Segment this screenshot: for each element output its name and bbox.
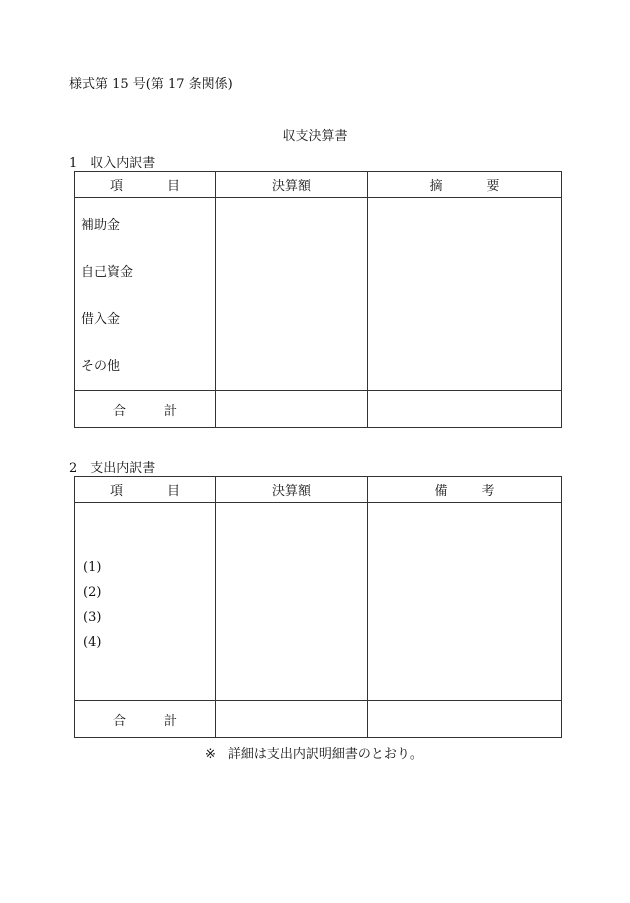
income-total-label-cell [75,391,216,428]
income-item-other: その他 [81,359,121,374]
expense-header-row [75,477,562,503]
income-section-title: 1 収入内訳書 [69,156,156,171]
form-number: 様式第 15 号(第 17 条関係) [69,77,233,92]
income-header-note-left: 摘 [429,179,443,194]
income-header-note [368,172,562,198]
expense-total-label-cell [75,701,216,738]
expense-note-cell[interactable] [368,503,562,701]
expense-header-item-left: 項 [110,484,124,499]
expense-table [74,476,562,738]
expense-header-note [368,477,562,503]
expense-amount-cell[interactable] [216,503,368,701]
income-total-note-cell[interactable] [368,391,562,428]
income-body-row [75,198,562,391]
expense-items-cell[interactable] [75,503,216,701]
expense-total-note-cell[interactable] [368,701,562,738]
footnote [205,743,423,762]
income-header-note-right: 要 [486,179,500,194]
expense-item-1: (1) [83,559,102,575]
income-total-amount-cell[interactable] [216,391,368,428]
expense-header-note-right: 考 [481,484,495,499]
income-total-row [75,391,562,428]
document-title: 収支決算書 [282,129,348,144]
income-header-amount: 決算額 [216,172,368,198]
expense-total-row [75,701,562,738]
expense-total-amount-cell[interactable] [216,701,368,738]
income-header-item-left: 項 [110,179,124,194]
income-total-left: 合 [113,403,127,419]
expense-body-row [75,503,562,701]
expense-item-3: (3) [83,609,102,625]
reference-mark-icon: ※ [205,747,216,762]
income-total-right: 計 [163,403,177,419]
income-items-cell[interactable] [75,198,216,391]
expense-section-title: 2 支出内訳書 [69,461,156,476]
expense-header-note-left: 備 [434,484,448,499]
income-amount-cell[interactable] [216,198,368,391]
income-table [74,171,562,428]
expense-total-right: 計 [163,713,177,729]
expense-item-4: (4) [83,634,102,650]
expense-header-item [75,477,216,503]
expense-header-item-right: 目 [166,484,180,499]
expense-item-2: (2) [83,584,102,600]
footnote-text: 詳細は支出内訳明細書のとおり。 [227,747,423,762]
income-item-subsidy: 補助金 [81,218,121,233]
income-header-item-right: 目 [166,179,180,194]
income-item-loan: 借入金 [81,312,121,327]
expense-total-left: 合 [113,713,127,729]
income-item-own-funds: 自己資金 [81,265,134,280]
income-note-cell[interactable] [368,198,562,391]
expense-header-amount: 決算額 [216,477,368,503]
